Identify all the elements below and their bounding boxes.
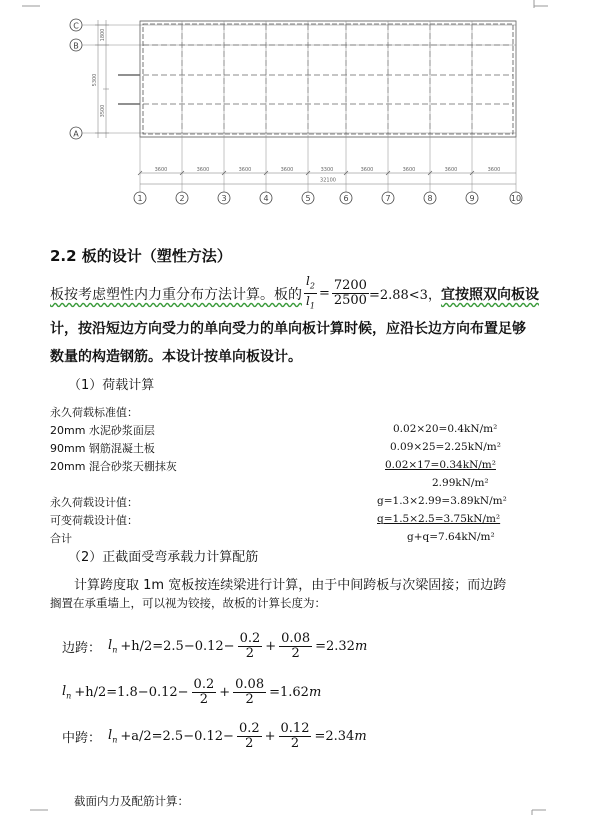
equation-middle-span [62, 722, 367, 751]
left-dim-3: 3500 [100, 104, 106, 118]
bottom-dim-label: 3600 [402, 167, 416, 173]
column-label: 8 [427, 194, 433, 203]
eq1-unit: m [354, 639, 368, 654]
eq1-lhs: $l_n$ [108, 638, 118, 655]
bottom-dim-label: 3600 [444, 167, 458, 173]
load-standard-title: 永久荷载标准值： [50, 406, 138, 419]
design-perm-label: 永久荷载设计值： [50, 496, 138, 509]
eq1-mid: +h/2=2.5−0.12− [120, 639, 235, 654]
eq1-frac1: $\frac{0.2}{2}$ [239, 631, 261, 661]
eq2-result: =1.62 [269, 685, 309, 700]
middle-span-label: 中跨： [62, 731, 102, 746]
variable-load-value: q=1.5×2.5=3.75kN/m² [377, 513, 501, 525]
bottom-dim-label: 3600 [280, 167, 294, 173]
left-dim-1: 1800 [100, 28, 106, 42]
ratio-symbol-fraction [304, 274, 317, 314]
column-label: 9 [469, 194, 475, 203]
eq3-frac2: $\frac{0.12}{2}$ [280, 721, 310, 751]
eq1-frac2: $\frac{0.08}{2}$ [281, 631, 311, 661]
load-row-1-value: 0.02×20=0.4kN/m² [393, 423, 498, 435]
edge-span-label: 边跨： [62, 641, 102, 656]
column-label: 1 [137, 194, 143, 203]
total-dim: 32100 [320, 177, 336, 184]
ratio-den-sub: 1 [309, 301, 315, 311]
load-row-2-name: 90mm 钢筋混凝土板 [50, 442, 155, 455]
ratio-num-sym: l [306, 274, 310, 288]
column-label: 3 [221, 194, 227, 203]
column-label: 10 [510, 194, 522, 203]
intro-pre-text: 板按考虑塑性内力重分布方法计算。板的 [50, 286, 302, 303]
floor-plan-drawing [60, 8, 540, 208]
column-label: 7 [385, 194, 391, 203]
load-row-1-name: 20mm 水泥砂浆面层 [50, 424, 155, 437]
crop-mark-top-left [22, 0, 40, 18]
eq2-mid: +h/2=1.8−0.12− [74, 685, 189, 700]
span-paragraph-1: 计算跨度取 1m 宽板按连续梁进行计算，由于中间跨板与次梁固接；而边跨 [74, 578, 507, 593]
ratio-den-val: 2500 [333, 293, 367, 309]
ratio-num-sub: 2 [309, 281, 315, 291]
column-label: 5 [305, 194, 311, 203]
intro-line-3: 数量的构造钢筋。本设计按单向板设计。 [50, 349, 302, 365]
intro-line-2: 计，按沿短边方向受力的单向受力的单向板计算时候，应沿长边方向布置足够 [50, 321, 526, 337]
outer-walls [140, 21, 516, 137]
section-heading: 2.2 板的设计（塑性方法） [50, 247, 232, 265]
eq2-lhs: $l_n$ [62, 684, 72, 701]
equals-sign: = [318, 286, 330, 302]
eq2-frac2: $\frac{0.08}{2}$ [235, 677, 265, 707]
design-perm-value: g=1.3×2.99=3.89kN/m² [377, 495, 507, 507]
ratio-den-sym: l [306, 294, 310, 309]
equation-edge-span-alt [62, 678, 321, 707]
eq2-op: + [219, 685, 231, 700]
column-label: 4 [263, 194, 269, 203]
subsection-1-title: （1）荷载计算 [68, 378, 155, 393]
load-row-2-value: 0.09×25=2.25kN/m² [390, 441, 501, 453]
bottom-dim-label: 3300 [320, 167, 334, 173]
bottom-dim-label: 3600 [487, 167, 501, 173]
ratio-result: =2.88<3， [368, 288, 441, 304]
load-row-3-name: 20mm 混合砂浆天棚抹灰 [50, 460, 177, 473]
secondary-beams [143, 24, 513, 134]
eq3-frac1: $\frac{0.2}{2}$ [238, 721, 260, 751]
variable-load-label: 可变荷载设计值： [50, 514, 138, 527]
eq3-mid: +a/2=2.5−0.12− [120, 729, 234, 744]
eq2-unit: m [308, 685, 322, 700]
eq3-op: + [264, 729, 276, 744]
equation-edge-span [62, 632, 367, 661]
load-subtotal: 2.99kN/m² [432, 477, 489, 489]
left-dim-2: 5300 [92, 73, 98, 87]
crop-mark-bottom-left [30, 800, 48, 818]
stair-opening [118, 75, 140, 104]
eq3-lhs: $l_n$ [108, 728, 118, 745]
column-label: 2 [179, 194, 185, 203]
total-load-value: g+q=7.64kN/m² [407, 531, 495, 543]
crop-mark-bottom-right [528, 800, 546, 818]
eq2-frac1: $\frac{0.2}{2}$ [193, 677, 215, 707]
eq3-result: =2.34 [314, 729, 355, 744]
load-row-3-value: 0.02×17=0.34kN/m² [385, 459, 496, 471]
bottom-dim-label: 3600 [238, 167, 252, 173]
bottom-dim-label: 3600 [196, 167, 210, 173]
eq1-op: + [265, 639, 277, 654]
footer-text: 截面内力及配筋计算： [74, 794, 189, 808]
eq3-unit: m [354, 729, 367, 744]
eq1-result: =2.32 [315, 639, 355, 654]
bottom-dim-label: 3600 [360, 167, 374, 173]
ratio-num-val: 7200 [333, 278, 367, 294]
ratio-value-fraction [332, 279, 369, 308]
intro-line-1 [50, 274, 539, 314]
bottom-dim-texts [138, 167, 500, 175]
row-label-a: A [73, 129, 79, 139]
bottom-dim-label: 3600 [154, 167, 168, 173]
intro-post-bold: 宜按照双向板设 [440, 286, 539, 303]
row-label-b: B [73, 41, 79, 51]
row-label-c: C [73, 21, 79, 31]
subsection-2-title: （2）正截面受弯承载力计算配筋 [68, 550, 259, 565]
span-paragraph-2: 搁置在承重墙上，可以视为铰接，故板的计算长度为： [50, 596, 326, 610]
total-load-label: 合计 [50, 532, 72, 545]
column-label: 6 [343, 194, 349, 203]
